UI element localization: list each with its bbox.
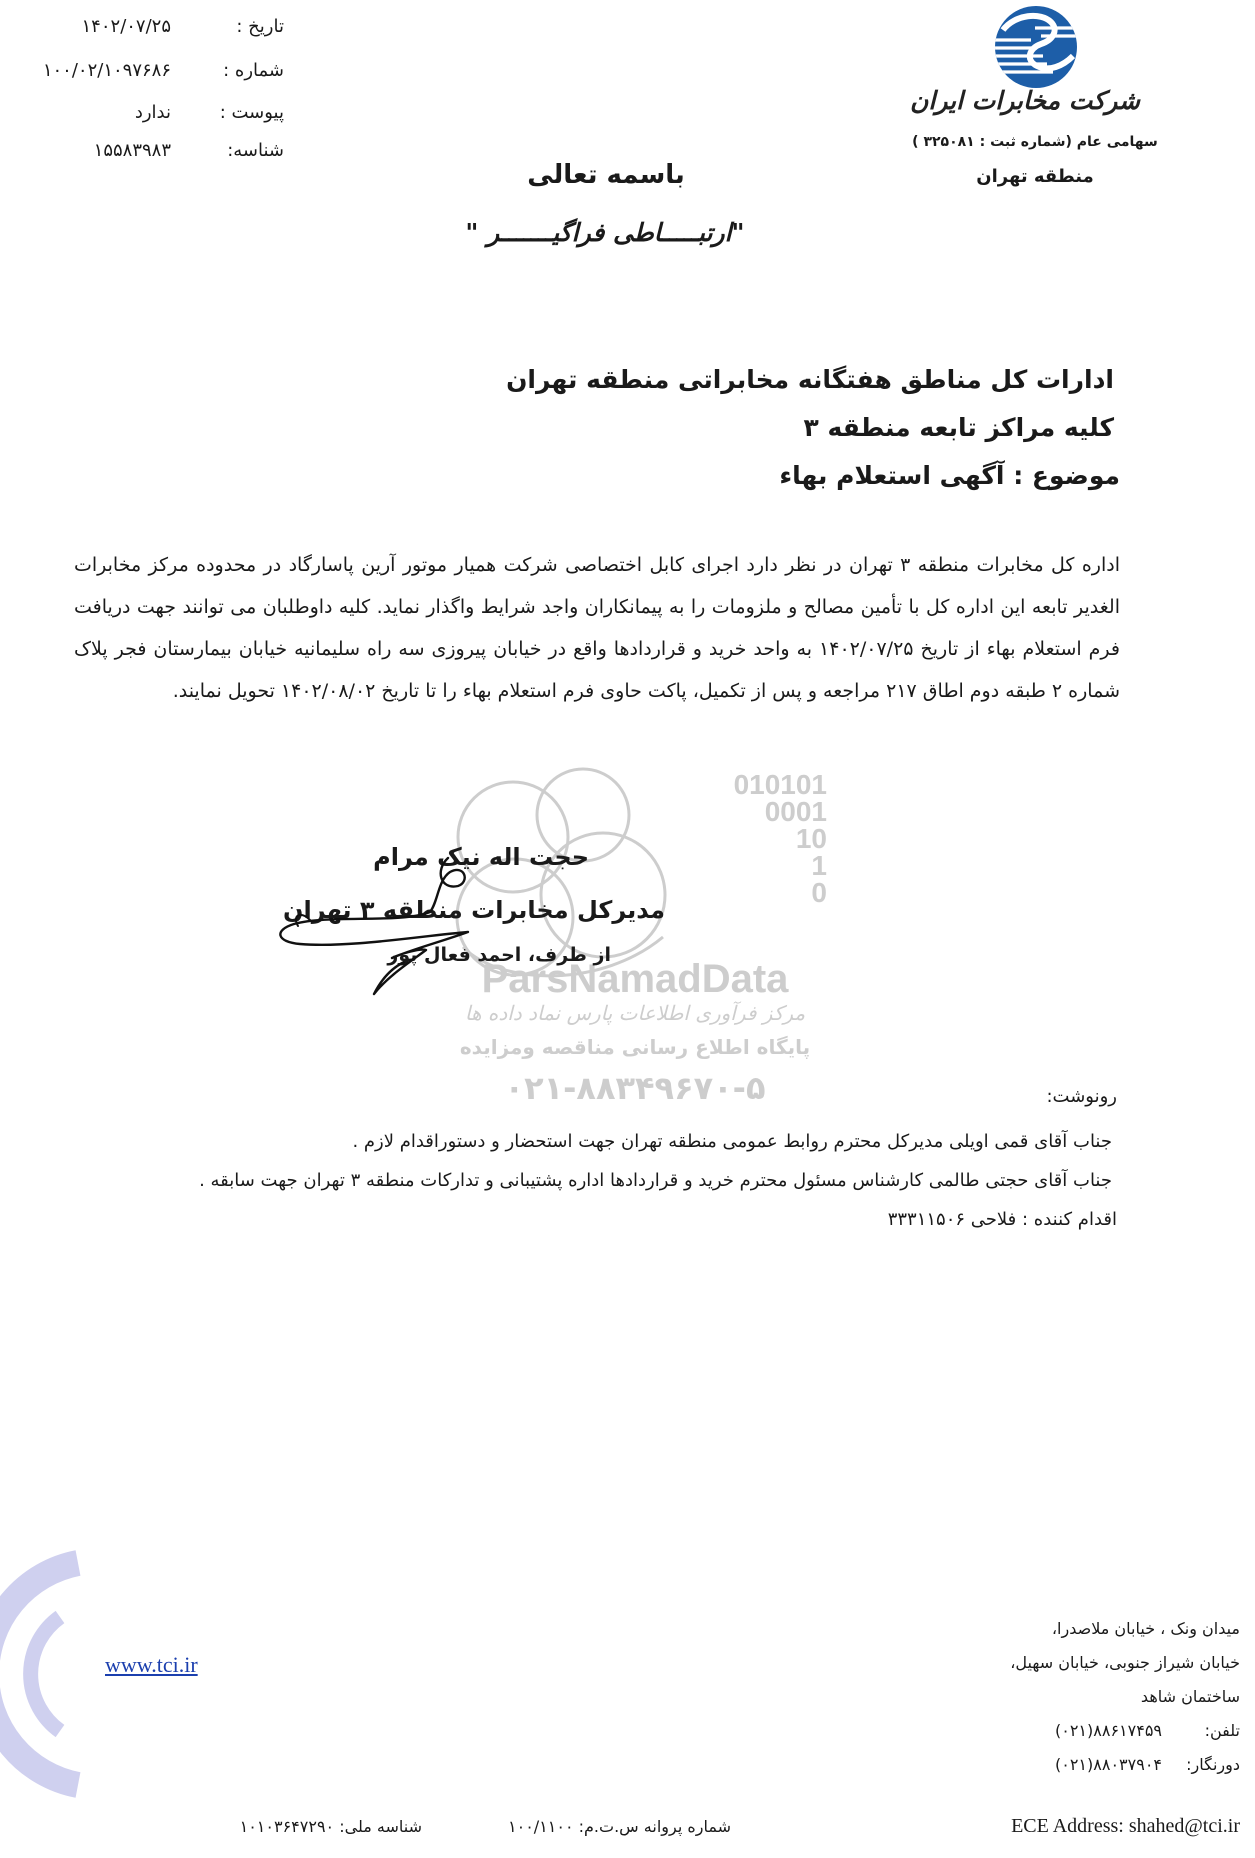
cc-actor-line: اقدام کننده : فلاحی ۳۳۳۱۱۵۰۶ (887, 1209, 1117, 1230)
watermark-brand: ParsNamadData (481, 957, 789, 1001)
recipient-line: کلیه مراکز تابعه منطقه ۳ (803, 413, 1114, 442)
phone-value: (۰۲۱)۸۸۶۱۷۴۵۹ (1054, 1721, 1162, 1740)
meta-value-number: ۱۰۰/۰۲/۱۰۹۷۶۸۶ (42, 60, 171, 81)
watermark-digits (734, 771, 827, 906)
meta-value-date: ۱۴۰۲/۰۷/۲۵ (81, 16, 171, 37)
fax-value: (۰۲۱)۸۸۰۳۷۹۰۴ (1054, 1755, 1162, 1774)
meta-row-number (0, 60, 290, 86)
ece-address: ECE Address: shahed@tci.ir (1011, 1815, 1240, 1837)
meta-label-number: شماره : (223, 60, 284, 81)
cc-label: رونوشت: (1046, 1086, 1117, 1107)
watermark-digit-line: 1 (811, 850, 827, 881)
watermark-digit-line: 0 (811, 877, 827, 908)
slogan-heading: "ارتبـــــاطی فراگیـــــــر " (465, 218, 745, 247)
company-registration: سهامی عام (شماره ثبت : ۳۲۵۰۸۱ ) (912, 134, 1158, 150)
watermark-tagline: مرکز فرآوری اطلاعات پارس نماد داده ها (464, 1001, 806, 1025)
cc-line: جناب آقای حجتی طالمی کارشناس مسئول محترم خرید و قراردادها اداره پشتیبانی و تدارکات منطقه ۳ تهران جهت سابقه . (199, 1170, 1112, 1191)
website-link[interactable]: www.tci.ir (105, 1652, 198, 1677)
subject-line (506, 452, 1120, 500)
letter-meta-block (0, 0, 290, 170)
parsnamad-watermark (443, 767, 827, 1114)
address-line: ساختمان شاهد (1140, 1687, 1240, 1706)
tci-logo-icon (993, 4, 1079, 90)
address-line: میدان ونک ، خیابان ملاصدرا، (1051, 1619, 1240, 1638)
cc-line: جناب آقای قمی اویلی مدیرکل محترم روابط عمومی منطقه تهران جهت استحضار و دستوراقدام لازم . (352, 1131, 1112, 1152)
watermark-digit-line: 010101 (733, 769, 827, 800)
watermark-digit-line: 0001 (764, 796, 827, 827)
meta-row-identifier (0, 140, 290, 166)
company-region: منطقه تهران (976, 166, 1094, 187)
meta-value-attachment: ندارد (134, 102, 171, 123)
national-id: شناسه ملی: ۱۰۱۰۳۶۴۷۲۹۰ (239, 1817, 422, 1836)
letter-body-paragraph: اداره کل مخابرات منطقه ۳ تهران در نظر دارد اجرای کابل اختصاصی شرکت همیار موتور آرین پاسارگاد در محدوده مرکز مخابرات الغدیر تابعه این اداره کل با تأمین مصالح و ملزومات را به پیمانکاران واجد شرایط واگذار نماید. کلیه داوطلبان می توانند جهت دریافت فرم استعلام بهاء از تاریخ ۱۴۰۲/۰۷/۲۵ به واحد خرید و قراردادها واقع در خیابان پیروزی سه راه سلیمانیه خیابان بیمارستان فجر پلاک شماره ۲ طبقه دوم اطاق ۲۱۷ مراجعه و پس از تکمیل، پاکت حاوی فرم استعلام بهاء را تا تاریخ ۱۴۰۲/۰۸/۰۲ تحویل نمایند. (74, 554, 1120, 702)
recipient-line: ادارات کل مناطق هفتگانه مخابراتی منطقه تهران (506, 365, 1114, 394)
footer-address (1010, 1612, 1240, 1782)
phone-label: تلفن: (1204, 1721, 1240, 1740)
signatory-title: مدیرکل مخابرات منطقه ۳ تهران (283, 896, 665, 924)
company-name-logotype: شرکت مخابرات ایران (910, 86, 1140, 115)
signatory-on-behalf: از طرف، احمد فعال پور (387, 944, 611, 966)
meta-value-identifier: ۱۵۵۸۳۹۸۳ (93, 140, 171, 161)
handwritten-signature-icon (270, 850, 490, 1000)
meta-label-identifier: شناسه: (227, 140, 284, 161)
watermark-phone: ۰۲۱-۸۸۳۴۹۶۷۰-۵ (504, 1069, 766, 1107)
footer-phone-row (1010, 1714, 1240, 1748)
license-number: شماره پروانه س.ت.م: ۱۰۰/۱۱۰۰ (508, 1817, 731, 1836)
subject-label: موضوع : (1013, 461, 1120, 490)
address-line: خیابان شیراز جنوبی، خیابان سهیل، (1010, 1653, 1240, 1672)
watermark-digit-line: 10 (795, 823, 827, 854)
fax-label: دورنگار: (1186, 1755, 1240, 1774)
watermark-subtitle: پایگاه اطلاع رسانی مناقصه ومزایده (459, 1035, 811, 1059)
subject-text: آگهی استعلام بهاء (779, 461, 1005, 490)
footer-fax-row (1010, 1748, 1240, 1782)
meta-row-attachment (0, 102, 290, 128)
meta-label-attachment: پیوست : (219, 102, 284, 123)
meta-row-date (0, 16, 290, 42)
invocation-heading: باسمه تعالی (527, 160, 685, 190)
signatory-name: حجت اله نیک مرام (373, 843, 589, 871)
cc-list (199, 1122, 1117, 1239)
meta-label-date: تاریخ : (236, 16, 284, 37)
recipients-block (506, 356, 1120, 500)
